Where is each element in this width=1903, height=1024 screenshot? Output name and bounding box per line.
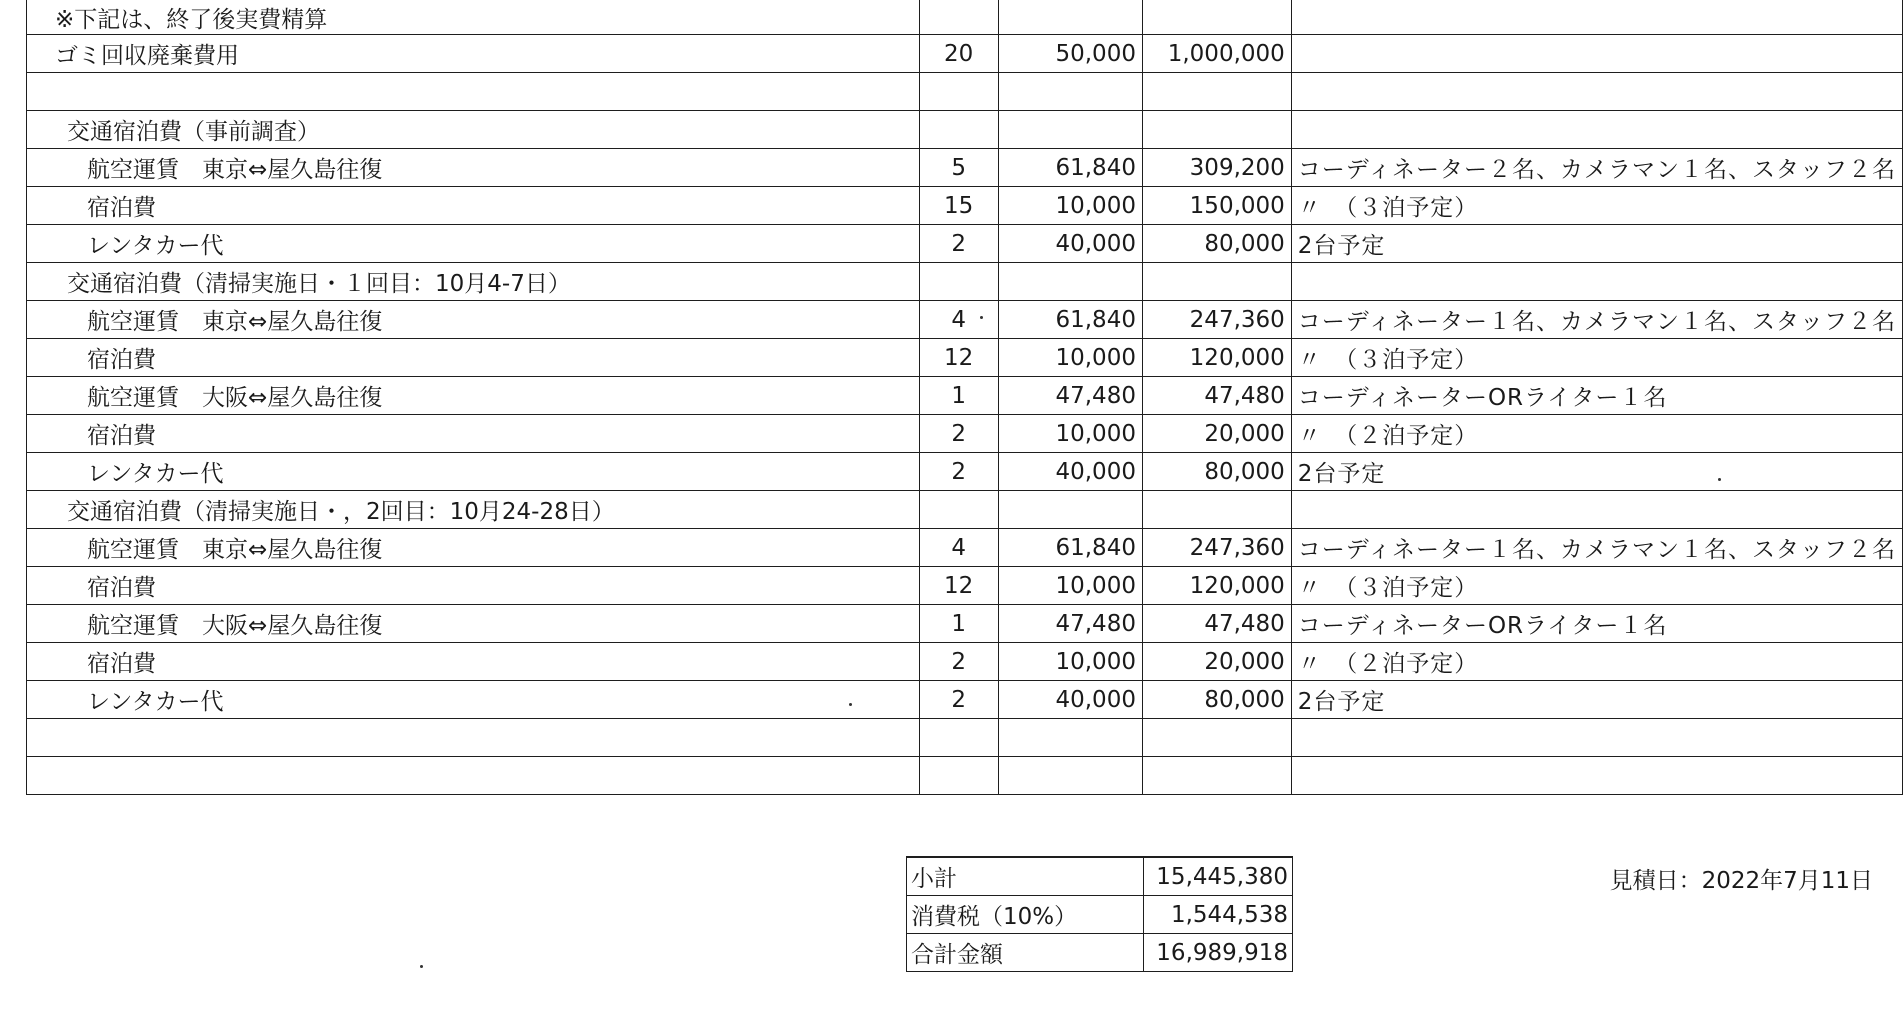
unit-price-cell: 10,000 bbox=[998, 567, 1142, 605]
unit-price-cell bbox=[998, 0, 1142, 35]
line-items-body bbox=[27, 0, 1903, 795]
item-cell: 航空運賃 東京⇔屋久島往復 bbox=[27, 301, 920, 339]
note-cell bbox=[1291, 111, 1902, 149]
item-cell: レンタカー代 bbox=[27, 225, 920, 263]
quantity-cell: 2 bbox=[919, 225, 998, 263]
quantity-cell: 20 bbox=[919, 35, 998, 73]
unit-price-cell bbox=[998, 73, 1142, 111]
item-cell bbox=[27, 73, 920, 111]
amount-cell: 1,000,000 bbox=[1142, 35, 1291, 73]
note-cell: コーディネーター１名、カメラマン１名、スタッフ２名 bbox=[1291, 529, 1902, 567]
scan-speck bbox=[980, 316, 983, 319]
unit-price-cell: 47,480 bbox=[998, 377, 1142, 415]
unit-price-cell bbox=[998, 757, 1142, 795]
item-cell: レンタカー代 bbox=[27, 453, 920, 491]
table-row bbox=[27, 529, 1903, 567]
scan-speck bbox=[1718, 478, 1721, 481]
note-cell bbox=[1291, 263, 1902, 301]
amount-cell: 247,360 bbox=[1142, 301, 1291, 339]
item-cell: 航空運賃 東京⇔屋久島往復 bbox=[27, 529, 920, 567]
item-cell: 交通宿泊費（事前調査） bbox=[27, 111, 920, 149]
note-cell bbox=[1291, 73, 1902, 111]
amount-cell: 47,480 bbox=[1142, 377, 1291, 415]
table-row bbox=[27, 491, 1903, 529]
scan-speck bbox=[849, 703, 852, 706]
quantity-cell bbox=[919, 263, 998, 301]
item-cell bbox=[27, 757, 920, 795]
item-cell: 航空運賃 大阪⇔屋久島往復 bbox=[27, 377, 920, 415]
amount-cell: 150,000 bbox=[1142, 187, 1291, 225]
amount-cell bbox=[1142, 491, 1291, 529]
note-cell bbox=[1291, 491, 1902, 529]
totals-table bbox=[906, 856, 1293, 972]
unit-price-cell bbox=[998, 263, 1142, 301]
amount-cell: 120,000 bbox=[1142, 339, 1291, 377]
amount-cell bbox=[1142, 263, 1291, 301]
note-cell: 〃 （３泊予定） bbox=[1291, 567, 1902, 605]
table-row bbox=[27, 757, 1903, 795]
amount-cell bbox=[1142, 0, 1291, 35]
note-cell: コーディネーター１名、カメラマン１名、スタッフ２名 bbox=[1291, 301, 1902, 339]
totals-value: 1,544,538 bbox=[1144, 896, 1293, 934]
quantity-cell bbox=[919, 491, 998, 529]
unit-price-cell bbox=[998, 491, 1142, 529]
quantity-cell: 5 bbox=[919, 149, 998, 187]
unit-price-cell: 10,000 bbox=[998, 339, 1142, 377]
amount-cell: 80,000 bbox=[1142, 453, 1291, 491]
quantity-cell: 2 bbox=[919, 453, 998, 491]
table-row bbox=[27, 567, 1903, 605]
unit-price-cell: 61,840 bbox=[998, 529, 1142, 567]
table-row bbox=[27, 453, 1903, 491]
table-row bbox=[27, 149, 1903, 187]
amount-cell: 309,200 bbox=[1142, 149, 1291, 187]
table-row bbox=[27, 643, 1903, 681]
scan-speck bbox=[420, 965, 423, 968]
unit-price-cell: 10,000 bbox=[998, 187, 1142, 225]
unit-price-cell bbox=[998, 719, 1142, 757]
quantity-cell: 12 bbox=[919, 339, 998, 377]
note-cell: 2台予定 bbox=[1291, 453, 1902, 491]
unit-price-cell: 40,000 bbox=[998, 225, 1142, 263]
amount-cell bbox=[1142, 111, 1291, 149]
table-row bbox=[27, 605, 1903, 643]
table-row bbox=[27, 263, 1903, 301]
note-cell: 2台予定 bbox=[1291, 225, 1902, 263]
quantity-cell bbox=[919, 719, 998, 757]
note-cell: コーディネーター２名、カメラマン１名、スタッフ２名 bbox=[1291, 149, 1902, 187]
note-cell: 〃 （３泊予定） bbox=[1291, 187, 1902, 225]
table-row bbox=[27, 339, 1903, 377]
unit-price-cell: 40,000 bbox=[998, 453, 1142, 491]
totals-label: 合計金額 bbox=[907, 934, 1144, 972]
table-row bbox=[27, 415, 1903, 453]
item-cell: 宿泊費 bbox=[27, 643, 920, 681]
table-row bbox=[27, 377, 1903, 415]
unit-price-cell bbox=[998, 111, 1142, 149]
item-cell: 交通宿泊費（清掃実施日・１回目：10月4-7日） bbox=[27, 263, 920, 301]
item-cell: ※下記は、終了後実費精算 bbox=[27, 0, 920, 35]
quantity-cell: 2 bbox=[919, 681, 998, 719]
note-cell: 〃 （２泊予定） bbox=[1291, 643, 1902, 681]
amount-cell: 20,000 bbox=[1142, 643, 1291, 681]
amount-cell: 80,000 bbox=[1142, 225, 1291, 263]
quantity-cell: 4 bbox=[919, 301, 998, 339]
table-row bbox=[27, 719, 1903, 757]
unit-price-cell: 50,000 bbox=[998, 35, 1142, 73]
unit-price-cell: 61,840 bbox=[998, 149, 1142, 187]
note-cell bbox=[1291, 719, 1902, 757]
quantity-cell: 4 bbox=[919, 529, 998, 567]
quantity-cell: 1 bbox=[919, 377, 998, 415]
amount-cell bbox=[1142, 73, 1291, 111]
note-cell bbox=[1291, 757, 1902, 795]
item-cell: 航空運賃 大阪⇔屋久島往復 bbox=[27, 605, 920, 643]
item-cell: 交通宿泊費（清掃実施日・，2回目：10月24-28日） bbox=[27, 491, 920, 529]
item-cell: 宿泊費 bbox=[27, 567, 920, 605]
unit-price-cell: 10,000 bbox=[998, 643, 1142, 681]
estimate-date: 見積日：2022年7月11日 bbox=[1609, 868, 1873, 894]
item-cell: 宿泊費 bbox=[27, 187, 920, 225]
table-row bbox=[27, 301, 1903, 339]
quantity-cell: 15 bbox=[919, 187, 998, 225]
amount-cell bbox=[1142, 719, 1291, 757]
table-row bbox=[27, 681, 1903, 719]
quantity-cell: 2 bbox=[919, 643, 998, 681]
totals-row bbox=[907, 857, 1293, 896]
amount-cell: 247,360 bbox=[1142, 529, 1291, 567]
table-row bbox=[27, 111, 1903, 149]
amount-cell: 80,000 bbox=[1142, 681, 1291, 719]
quantity-cell: 12 bbox=[919, 567, 998, 605]
quantity-cell: 1 bbox=[919, 605, 998, 643]
table-row bbox=[27, 73, 1903, 111]
totals-row bbox=[907, 896, 1293, 934]
totals-label: 小計 bbox=[907, 857, 1144, 896]
quantity-cell bbox=[919, 111, 998, 149]
totals-value: 16,989,918 bbox=[1144, 934, 1293, 972]
unit-price-cell: 40,000 bbox=[998, 681, 1142, 719]
table-row bbox=[27, 35, 1903, 73]
quantity-cell: 2 bbox=[919, 415, 998, 453]
table-row bbox=[27, 187, 1903, 225]
table-row bbox=[27, 0, 1903, 35]
estimate-line-items-table bbox=[26, 0, 1903, 795]
item-cell: 航空運賃 東京⇔屋久島往復 bbox=[27, 149, 920, 187]
amount-cell: 120,000 bbox=[1142, 567, 1291, 605]
item-cell: 宿泊費 bbox=[27, 415, 920, 453]
quantity-cell bbox=[919, 0, 998, 35]
note-cell: 〃 （２泊予定） bbox=[1291, 415, 1902, 453]
totals-label: 消費税（10%） bbox=[907, 896, 1144, 934]
item-cell: レンタカー代 bbox=[27, 681, 920, 719]
amount-cell: 47,480 bbox=[1142, 605, 1291, 643]
totals-row bbox=[907, 934, 1293, 972]
unit-price-cell: 47,480 bbox=[998, 605, 1142, 643]
unit-price-cell: 10,000 bbox=[998, 415, 1142, 453]
item-cell: ゴミ回収廃棄費用 bbox=[27, 35, 920, 73]
item-cell: 宿泊費 bbox=[27, 339, 920, 377]
item-cell bbox=[27, 719, 920, 757]
amount-cell bbox=[1142, 757, 1291, 795]
totals-value: 15,445,380 bbox=[1144, 857, 1293, 896]
note-cell bbox=[1291, 0, 1902, 35]
table-row bbox=[27, 225, 1903, 263]
totals-body bbox=[907, 857, 1293, 972]
note-cell: コーディネーターORライター１名 bbox=[1291, 377, 1902, 415]
unit-price-cell: 61,840 bbox=[998, 301, 1142, 339]
note-cell: 〃 （３泊予定） bbox=[1291, 339, 1902, 377]
amount-cell: 20,000 bbox=[1142, 415, 1291, 453]
note-cell: コーディネーターORライター１名 bbox=[1291, 605, 1902, 643]
note-cell bbox=[1291, 35, 1902, 73]
note-cell: 2台予定 bbox=[1291, 681, 1902, 719]
quantity-cell bbox=[919, 73, 998, 111]
quantity-cell bbox=[919, 757, 998, 795]
